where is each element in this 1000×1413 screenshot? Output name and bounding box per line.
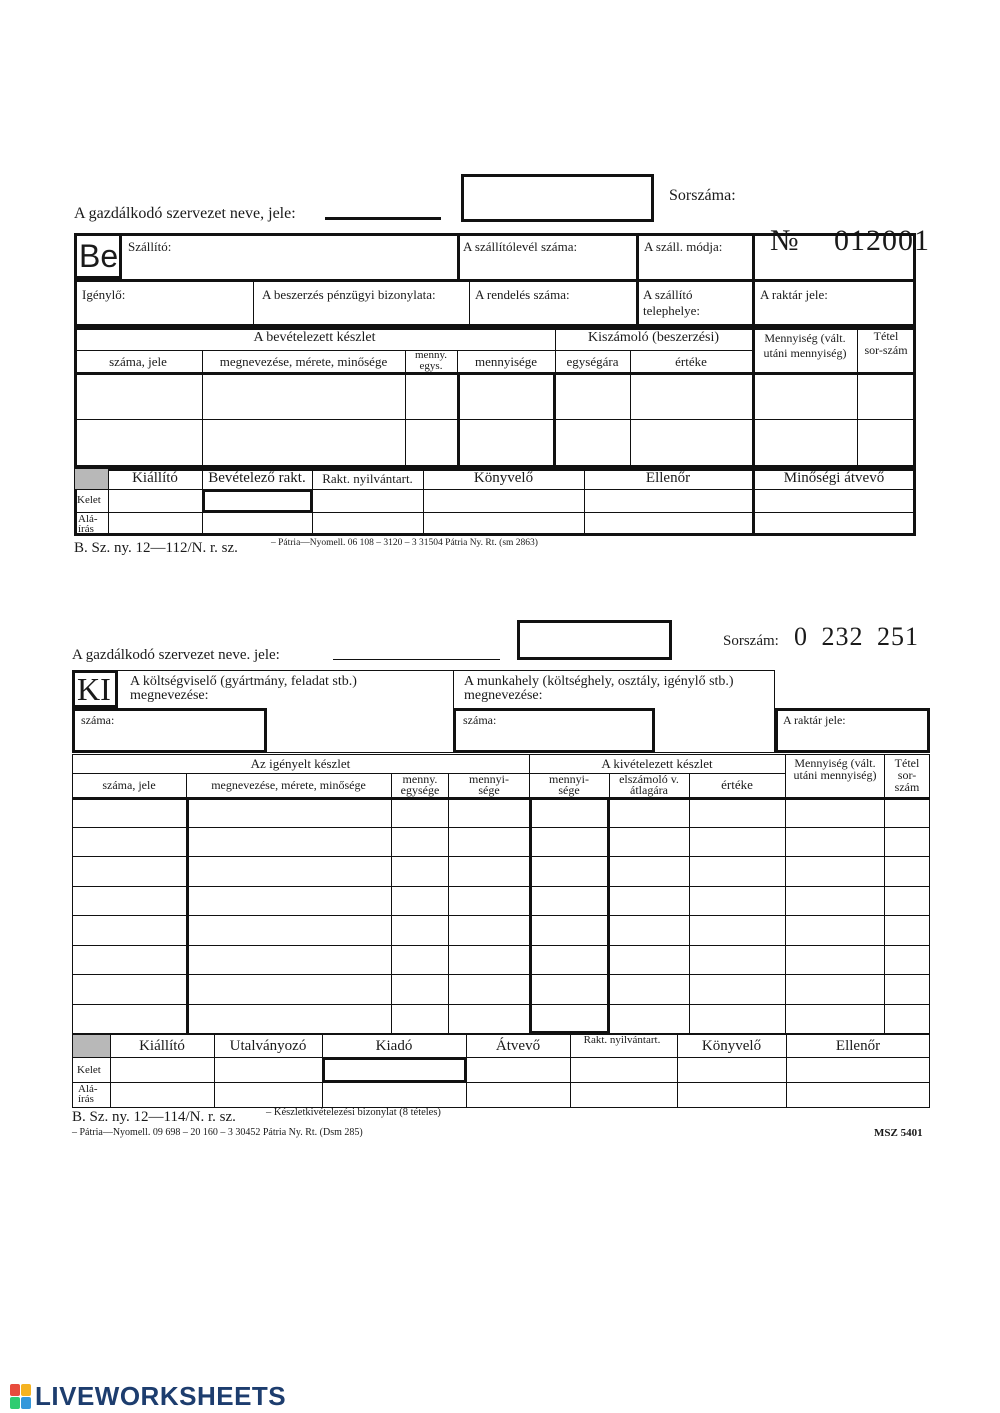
org-name-underline: [325, 217, 441, 220]
divider: [72, 974, 930, 975]
col-elszamolo: elszámoló v. átlagára: [619, 772, 679, 797]
kiado-kelet-input[interactable]: [322, 1057, 467, 1083]
bevetelezett-header: A bevételezett készlet: [253, 330, 376, 345]
col-mennyisege: mennyisége: [474, 354, 538, 369]
msz-code: MSZ 5401: [874, 1127, 923, 1139]
col-erteke-2: értéke: [721, 777, 753, 792]
divider: [72, 1057, 930, 1058]
liveworksheets-logo: [10, 1380, 287, 1411]
divider: [884, 754, 885, 1034]
igenyelt-header: Az igényelt készlet: [250, 756, 351, 771]
col-megnevezese-2: megnevezése, mérete, minősége: [211, 778, 366, 792]
form-number: 012001: [834, 224, 930, 257]
sig-kiallito: Kiállító: [132, 470, 178, 486]
kelet-label-2: Kelet: [77, 1064, 101, 1076]
logo-square: [10, 1384, 20, 1396]
divider: [72, 1082, 930, 1083]
col-erteke: értéke: [675, 354, 707, 369]
szallitolevel-label[interactable]: A szállítólevél száma:: [463, 239, 578, 254]
szama-label-2: száma:: [463, 713, 497, 727]
org-name-underline-2: [333, 659, 500, 660]
org-name-label: A gazdálkodó szervezet neve, jele:: [74, 205, 296, 222]
sorszam-label: Sorszám:: [723, 633, 779, 649]
gray-cell-2: [73, 1035, 110, 1057]
org-name-label-2: A gazdálkodó szervezet neve. jele:: [72, 647, 280, 663]
mennyiseg-valt-header: Mennyiség (vált. utáni mennyiség): [763, 331, 847, 360]
kiszamolo-header: Kiszámoló (beszerzési): [588, 330, 719, 345]
org-code-input-2[interactable]: [517, 620, 672, 660]
divider: [72, 1004, 930, 1005]
alairas-label: Alá-írás: [78, 513, 98, 535]
mennyisege-input-area[interactable]: [457, 372, 556, 468]
sig-ellenor-2: Ellenőr: [835, 1038, 881, 1054]
sig-ellenor: Ellenőr: [645, 470, 691, 486]
col-egysegara: egységára: [566, 354, 619, 369]
col-menny-egysege-2: menny. egysége: [400, 772, 440, 797]
koltsegviselo-label: A költségviselő (gyártmány, feladat stb.) megnevezése:: [130, 674, 357, 703]
divider: [785, 754, 786, 1034]
col-szama-jele: száma, jele: [109, 354, 167, 369]
divider: [253, 280, 254, 327]
be-badge: Be: [79, 238, 119, 274]
logo-mark-icon: [10, 1384, 31, 1409]
raktar-jele-label-2: A raktár jele:: [783, 713, 846, 727]
header-divider: [74, 279, 916, 282]
rendeles-label[interactable]: A rendelés száma:: [475, 287, 570, 302]
sig-rakt-nyilv-2: Rakt. nyilvántart.: [583, 1034, 661, 1046]
divider: [72, 945, 930, 946]
szallito-label[interactable]: Szállító:: [128, 239, 172, 254]
logo-square: [10, 1397, 20, 1409]
tetel-sorszam-header-2: Tétel sor-szám: [894, 756, 920, 794]
sig-kiallito-2: Kiállító: [139, 1038, 185, 1054]
szama-label-1: száma:: [81, 713, 115, 727]
col-menny-egys: menny. egys.: [415, 349, 447, 372]
divider: [72, 856, 930, 857]
szallito-telephely-label[interactable]: A szállító telephelye:: [643, 287, 701, 318]
divider: [405, 350, 406, 468]
printer-code-2: – Pátria—Nyomell. 09 698 – 20 160 – 3 30452 Pátria Ny. Rt. (Dsm 285): [72, 1127, 363, 1138]
gray-cell: [75, 469, 108, 489]
ki-badge: KI: [77, 671, 111, 707]
org-code-input[interactable]: [461, 174, 654, 222]
szall-modja-label[interactable]: A száll. módja:: [644, 239, 723, 254]
kivetelezett-header: A kivételezett készlet: [601, 756, 713, 771]
sig-bevetelezo: Bevételező rakt.: [208, 470, 306, 486]
munkahely-label: A munkahely (költséghely, osztály, igénylő stb.) megnevezése:: [464, 674, 734, 703]
divider: [72, 827, 930, 828]
divider: [857, 327, 858, 468]
sig-utalvanyozo: Utalványozó: [229, 1038, 307, 1054]
sig-konyvelo: Könyvelő: [473, 470, 534, 486]
form-code-note: – Készletkivételezési bizonylat (8 tételes): [266, 1107, 441, 1118]
divider: [391, 773, 392, 1034]
divider: [74, 489, 916, 490]
kelet-label: Kelet: [77, 494, 101, 506]
logo-text: LIVEWORKSHEETS: [35, 1380, 287, 1411]
bevetelezo-kelet-input[interactable]: [202, 489, 313, 513]
divider: [636, 233, 639, 327]
alairas-label-2: Alá-írás: [78, 1083, 98, 1105]
sig-rakt-nyilv: Rakt. nyilvántart.: [322, 471, 413, 486]
logo-square: [21, 1384, 31, 1396]
divider: [689, 773, 690, 1034]
items-table-2: [72, 754, 930, 1034]
divider: [752, 233, 755, 327]
logo-square: [21, 1397, 31, 1409]
divider: [74, 512, 916, 513]
raktar-jele-label[interactable]: A raktár jele:: [760, 287, 828, 302]
divider: [570, 1034, 571, 1108]
sorszama-label: Sorszáma:: [669, 187, 736, 204]
kivetelezett-mennyiseg-input-area[interactable]: [529, 797, 610, 1034]
col-szama-jele-2: száma, jele: [102, 778, 156, 792]
mennyiseg-valt-header-2: Mennyiség (vált. utáni mennyiség): [793, 756, 877, 782]
divider: [469, 280, 470, 327]
divider: [72, 797, 930, 800]
divider: [72, 915, 930, 916]
divider: [457, 233, 460, 280]
number-symbol: №: [770, 224, 799, 257]
form-code-2: B. Sz. ny. 12—114/N. r. sz.: [72, 1109, 236, 1125]
igenylo-label[interactable]: Igénylő:: [82, 287, 126, 302]
col-mennyisege-3: mennyi-sége: [549, 772, 589, 797]
tetel-sorszam-header: Tétel sor-szám: [864, 329, 908, 357]
col-megnevezese: megnevezése, mérete, minősége: [219, 354, 388, 369]
sig-atvevo: Átvevő: [495, 1038, 541, 1054]
sig-konyvelo-2: Könyvelő: [701, 1038, 762, 1054]
printer-code: – Pátria—Nyomell. 06 108 – 3120 – 3 31504 Pátria Ny. Rt. (sm 2863): [271, 538, 538, 548]
form-code: B. Sz. ny. 12—112/N. r. sz.: [74, 540, 238, 556]
sorszam-value: 0 232 251: [794, 622, 919, 651]
col-mennyisege-2: mennyi-sége: [469, 772, 509, 797]
beszerzes-label[interactable]: A beszerzés pénzügyi bizonylata:: [262, 287, 436, 302]
sig-minosegi: Minőségi átvevő: [783, 470, 885, 486]
divider: [448, 773, 449, 1034]
divider: [72, 886, 930, 887]
sig-kiado: Kiadó: [375, 1038, 413, 1054]
divider: [186, 797, 189, 1034]
